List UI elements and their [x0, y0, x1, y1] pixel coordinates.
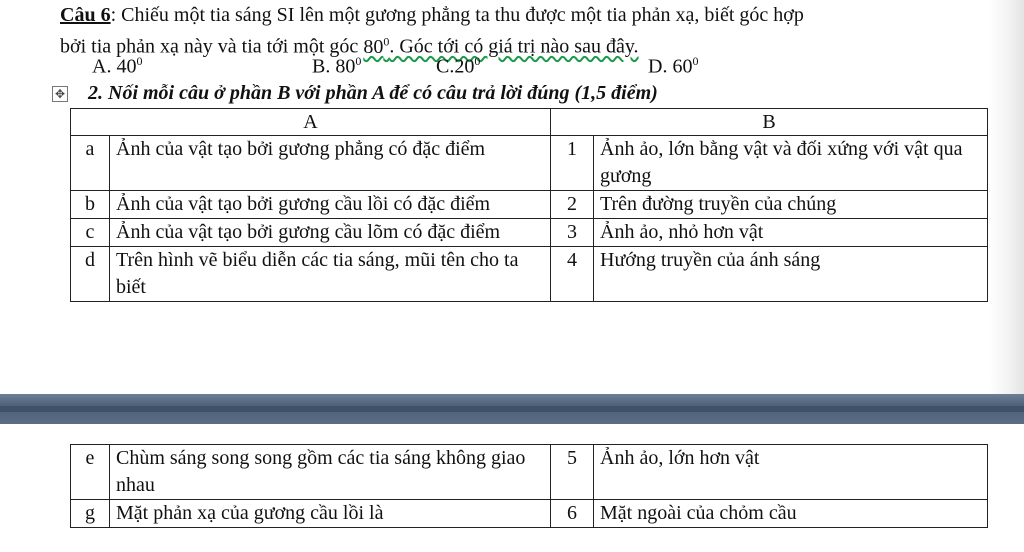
column-b-cell: Mặt ngoài của chỏm cầu: [594, 500, 988, 528]
section-2-title: 2. Nối mỗi câu ở phần B với phần A để có câu trả lời đúng (1,5 điểm): [88, 82, 658, 104]
column-a-cell: Trên hình vẽ biểu diễn các tia sáng, mũi tên cho ta biết: [110, 247, 551, 302]
question-6-line-1: Câu 6: Chiếu một tia sáng SI lên một gương phẳng ta thu được một tia phản xạ, biết góc hợp: [60, 4, 804, 26]
row-number: 3: [551, 219, 594, 247]
page-break-gap: [0, 394, 1024, 424]
option-c[interactable]: $C.20^0$: [436, 54, 481, 78]
row-number: 1: [551, 136, 594, 191]
page-break-line: [0, 406, 1024, 412]
column-a-cell: Mặt phản xạ của gương cầu lồi là: [110, 500, 551, 528]
column-b-cell: Hướng truyền của ánh sáng: [594, 247, 988, 302]
table-row: [71, 445, 988, 500]
row-key: e: [71, 445, 110, 500]
column-a-cell: Ảnh của vật tạo bởi gương cầu lồi có đặc điểm: [110, 191, 551, 219]
table-header-row: [71, 109, 988, 136]
table-row: [71, 136, 988, 191]
column-b-cell: Ảnh ảo, lớn hơn vật: [594, 445, 988, 500]
option-a[interactable]: A. $40^0$: [92, 54, 143, 78]
row-number: 6: [551, 500, 594, 528]
column-a-cell: Ảnh của vật tạo bởi gương phẳng có đặc điểm: [110, 136, 551, 191]
question-6-label: Câu 6: [60, 4, 111, 26]
column-a-cell: Chùm sáng song song gồm các tia sáng không giao nhau: [110, 445, 551, 500]
column-b-cell: Trên đường truyền của chúng: [594, 191, 988, 219]
table-move-handle-icon[interactable]: ✥: [52, 86, 68, 102]
row-key: b: [71, 191, 110, 219]
option-b[interactable]: B. $80^0$: [312, 54, 362, 78]
column-b-cell: Ảnh ảo, lớn bằng vật và đối xứng với vật qua gương: [594, 136, 988, 191]
table-row: [71, 191, 988, 219]
row-number: 2: [551, 191, 594, 219]
header-b: B: [551, 109, 988, 136]
angle-value: $80^0$: [363, 34, 390, 58]
row-number: 4: [551, 247, 594, 302]
page-shadow-edge: [988, 0, 1024, 394]
table-row: [71, 500, 988, 528]
column-a-cell: Ảnh của vật tạo bởi gương cầu lõm có đặc điểm: [110, 219, 551, 247]
option-d[interactable]: D. $60^0$: [648, 54, 699, 78]
matching-table: [70, 108, 988, 302]
row-key: g: [71, 500, 110, 528]
column-b-cell: Ảnh ảo, nhỏ hơn vật: [594, 219, 988, 247]
table-row: [71, 219, 988, 247]
header-a: A: [71, 109, 551, 136]
row-number: 5: [551, 445, 594, 500]
row-key: c: [71, 219, 110, 247]
question-6-line-2: bởi tia phản xạ này và tia tới một góc $80^0$. Góc tới có giá trị nào sau đây.: [60, 34, 639, 58]
table-row: [71, 247, 988, 302]
row-key: a: [71, 136, 110, 191]
matching-table-continued: [70, 444, 988, 528]
row-key: d: [71, 247, 110, 302]
